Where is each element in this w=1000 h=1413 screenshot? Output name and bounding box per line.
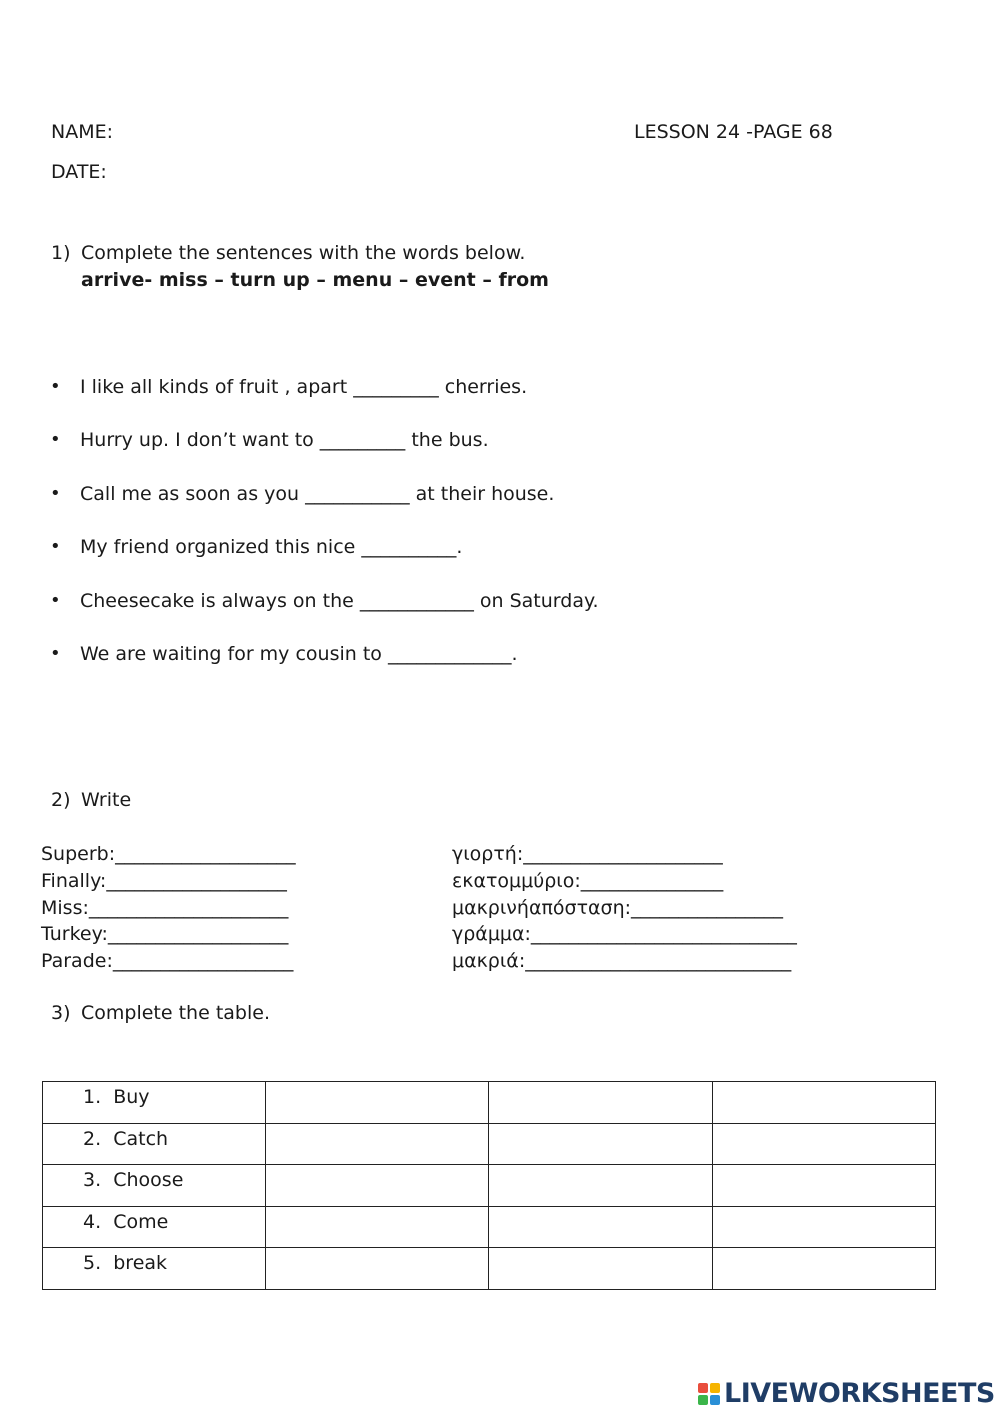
exercise1-number: 1) [51, 242, 71, 264]
logo-square [710, 1383, 720, 1393]
table-row [43, 1206, 936, 1248]
list-item: • I like all kinds of fruit , apart _________ cherries. [50, 370, 599, 423]
lesson-label: LESSON 24 -PAGE 68 [634, 121, 833, 143]
list-item: • Hurry up. I don’t want to _________ the bus. [50, 423, 599, 476]
sentence-list [50, 370, 599, 690]
table-row [43, 1248, 936, 1290]
write-item-right: γράμμα:____________________________ [452, 923, 797, 945]
answer-cell[interactable] [712, 1165, 935, 1207]
answer-cell[interactable] [712, 1206, 935, 1248]
verb-word: Choose [113, 1169, 184, 1191]
row-number: 2. [83, 1127, 102, 1150]
table-row [43, 1123, 936, 1165]
row-number: 1. [83, 1086, 102, 1108]
name-label: NAME: [51, 121, 114, 143]
answer-cell[interactable] [266, 1248, 489, 1290]
answer-cell[interactable] [266, 1082, 489, 1124]
answer-cell[interactable] [489, 1165, 712, 1207]
logo-square [710, 1395, 720, 1405]
list-item: • Call me as soon as you ___________ at their house. [50, 477, 599, 530]
answer-cell[interactable] [489, 1248, 712, 1290]
write-item-right: μακρινήαπόσταση:________________ [452, 897, 784, 919]
exercise1-instruction: Complete the sentences with the words below. [81, 242, 526, 264]
answer-cell[interactable] [266, 1123, 489, 1165]
answer-cell[interactable] [266, 1206, 489, 1248]
write-item-right: γιορτή:_____________________ [452, 843, 723, 865]
row-number: 5. [83, 1252, 102, 1274]
answer-cell[interactable] [712, 1248, 935, 1290]
write-item-left: Superb:___________________ [41, 843, 296, 865]
brand-name: LIVEWORKSHEETS [724, 1378, 995, 1409]
answer-cell[interactable] [712, 1082, 935, 1124]
liveworksheets-logo-icon [698, 1383, 720, 1405]
answer-cell[interactable] [266, 1165, 489, 1207]
answer-cell[interactable] [489, 1123, 712, 1165]
liveworksheets-logo[interactable] [698, 1378, 995, 1409]
exercise3-number: 3) [51, 1002, 71, 1024]
write-item-left: Parade:___________________ [41, 950, 294, 972]
verb-word: Come [113, 1210, 169, 1233]
logo-square [698, 1395, 708, 1405]
table-row [43, 1165, 936, 1207]
exercise3-instruction: Complete the table. [81, 1002, 270, 1024]
answer-cell[interactable] [712, 1123, 935, 1165]
word-bank: arrive- miss – turn up – menu – event – from [81, 269, 549, 291]
write-item-right: μακριά:____________________________ [452, 950, 792, 972]
answer-cell[interactable] [489, 1206, 712, 1248]
verb-word: Buy [113, 1086, 150, 1108]
exercise2-instruction: Write [81, 789, 132, 811]
verb-word: Catch [113, 1127, 169, 1150]
write-item-left: Finally:___________________ [41, 870, 287, 892]
list-item: • Cheesecake is always on the ____________ on Saturday. [50, 584, 599, 637]
row-number: 3. [83, 1169, 102, 1191]
list-item: • My friend organized this nice __________. [50, 530, 599, 583]
exercise2-number: 2) [51, 789, 71, 811]
verb-table [42, 1081, 936, 1290]
write-item-right: εκατομμύριο:_______________ [452, 870, 724, 892]
verb-word: break [113, 1252, 168, 1274]
write-item-left: Miss:_____________________ [41, 897, 289, 919]
list-item: • We are waiting for my cousin to _____________. [50, 637, 599, 690]
write-item-left: Turkey:___________________ [41, 923, 289, 945]
table-row [43, 1082, 936, 1124]
logo-square [698, 1383, 708, 1393]
date-label: DATE: [51, 161, 107, 183]
answer-cell[interactable] [489, 1082, 712, 1124]
row-number: 4. [83, 1210, 102, 1233]
